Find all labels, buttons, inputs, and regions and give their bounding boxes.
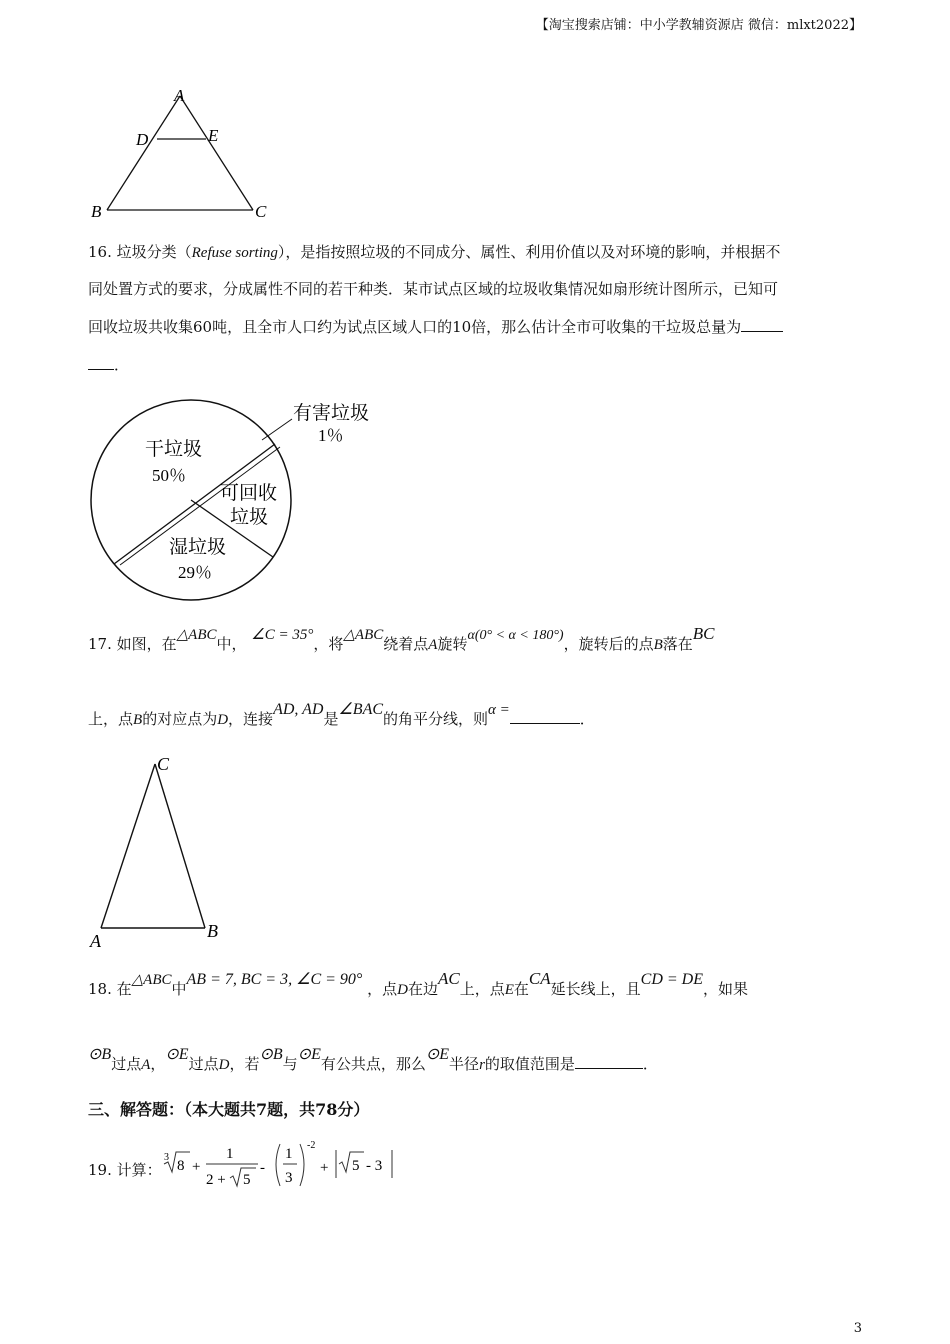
- q16-line1: 16. 垃圾分类（Refuse sorting），是指按照垃圾的不同成分、属性、利用价值以及对环境的影响，并根据不: [88, 243, 781, 261]
- answer-blank-cont[interactable]: [88, 355, 114, 370]
- q16-line3: 回收垃圾共收集60吨，且全市人口约为试点区域人口的10倍，那么估计全市可收集的干垃圾总量为: [88, 317, 783, 337]
- math-circle-e-2: ⊙E: [297, 1046, 321, 1063]
- q16-line2: 同处置方式的要求，分成属性不同的若干种类．某市试点区域的垃圾收集情况如扇形统计图所示，已知可: [88, 280, 779, 298]
- frac-den-a: 2 +: [206, 1172, 226, 1188]
- slice-percent-wet: 29％: [178, 563, 212, 582]
- frac-den-root: 5: [243, 1172, 251, 1188]
- math-circle-e-3: ⊙E: [425, 1046, 450, 1063]
- math-triangle-2: △ABC: [343, 627, 384, 643]
- math-triangle: △ABC: [131, 972, 172, 988]
- paren-denominator: 3: [285, 1170, 293, 1186]
- exponent: -2: [307, 1140, 316, 1151]
- paren-numerator: 1: [285, 1146, 293, 1162]
- label-c: C: [255, 202, 267, 221]
- math-ca: CA: [528, 969, 551, 988]
- label-c: C: [157, 754, 170, 774]
- op-minus: -: [260, 1160, 265, 1176]
- q17-line2: 上，点B的对应点为D，连接AD, AD是∠BAC的角平分线，则α = ．: [88, 701, 595, 728]
- frac-numerator: 1: [226, 1146, 234, 1162]
- slice-label-recyclable-2: 垃圾: [230, 507, 269, 528]
- math-ac: AC: [437, 969, 460, 988]
- answer-blank[interactable]: [575, 1054, 643, 1069]
- label-b: B: [91, 202, 102, 221]
- op-plus: +: [192, 1159, 201, 1175]
- label-a: A: [90, 931, 101, 951]
- math-circle-b: ⊙B: [88, 1046, 112, 1063]
- page-number: 3: [853, 1321, 862, 1336]
- math-angle-bac: ∠BAC: [338, 701, 384, 718]
- answer-blank[interactable]: [510, 709, 580, 724]
- q19-label: 19. 计算：: [88, 1161, 162, 1179]
- abs-rest: - 3: [366, 1158, 383, 1174]
- math-circle-e: ⊙E: [165, 1046, 189, 1063]
- math-alpha-range: α(0° < α < 180°): [467, 628, 564, 643]
- math-ad: AD, AD: [273, 701, 324, 718]
- pie-chart: [80, 395, 400, 610]
- label-d: D: [136, 130, 149, 149]
- slice-label-recyclable: 可回收: [220, 483, 278, 504]
- math-cd-de: CD = DE: [640, 971, 704, 988]
- hazard-leader: [262, 419, 292, 440]
- label-b: B: [207, 921, 218, 941]
- section-heading: 三、解答题：（本大题共7题，共78分）: [88, 1100, 370, 1119]
- q18-line2: ⊙B过点A，⊙E过点D，若⊙B与⊙E有公共点，那么⊙E半径r的取值范围是 ．: [88, 1046, 658, 1073]
- math-triangle: △ABC: [176, 627, 217, 643]
- q18-line1: 18. 在△ABC中AB = 7, BC = 3, ∠C = 90° ，点D在边AC上，点E在CA延长线上，且CD = DE，如果: [88, 969, 749, 998]
- op-plus-2: +: [320, 1160, 329, 1176]
- cbrt-arg: 8: [177, 1158, 185, 1174]
- abs-root: 5: [352, 1158, 360, 1174]
- math-angle-c: ∠C = 35°: [251, 627, 314, 643]
- slice-label-hazard: 有害垃圾: [293, 403, 370, 424]
- figure-triangle-q17: [85, 750, 235, 955]
- figure-triangle-de: [85, 82, 285, 227]
- q17-line1: 17. 如图，在△ABC中， ∠C = 35°，将△ABC绕着点A旋转α(0° < α < 180°)，旋转后的点B落在BC: [88, 624, 715, 653]
- label-e: E: [208, 126, 219, 145]
- q16-line4: ．: [88, 355, 129, 375]
- q19-expression: [160, 1136, 420, 1196]
- slice-percent-hazard: 1％: [318, 426, 344, 445]
- label-a: A: [174, 86, 185, 105]
- answer-blank[interactable]: [741, 317, 783, 332]
- page-header: 【淘宝搜索店铺：中小学教辅资源店 微信：mlxt2022】: [535, 18, 862, 33]
- math-circle-b-2: ⊙B: [259, 1046, 283, 1063]
- math-bc: BC: [692, 624, 715, 643]
- math-alpha-eq: α =: [488, 702, 510, 718]
- cbrt-index: 3: [164, 1152, 169, 1163]
- slice-label-wet: 湿垃圾: [169, 537, 227, 558]
- slice-percent-dry: 50％: [152, 466, 186, 485]
- math-conditions: AB = 7, BC = 3, ∠C = 90°: [186, 971, 363, 988]
- slice-label-dry: 干垃圾: [145, 439, 203, 460]
